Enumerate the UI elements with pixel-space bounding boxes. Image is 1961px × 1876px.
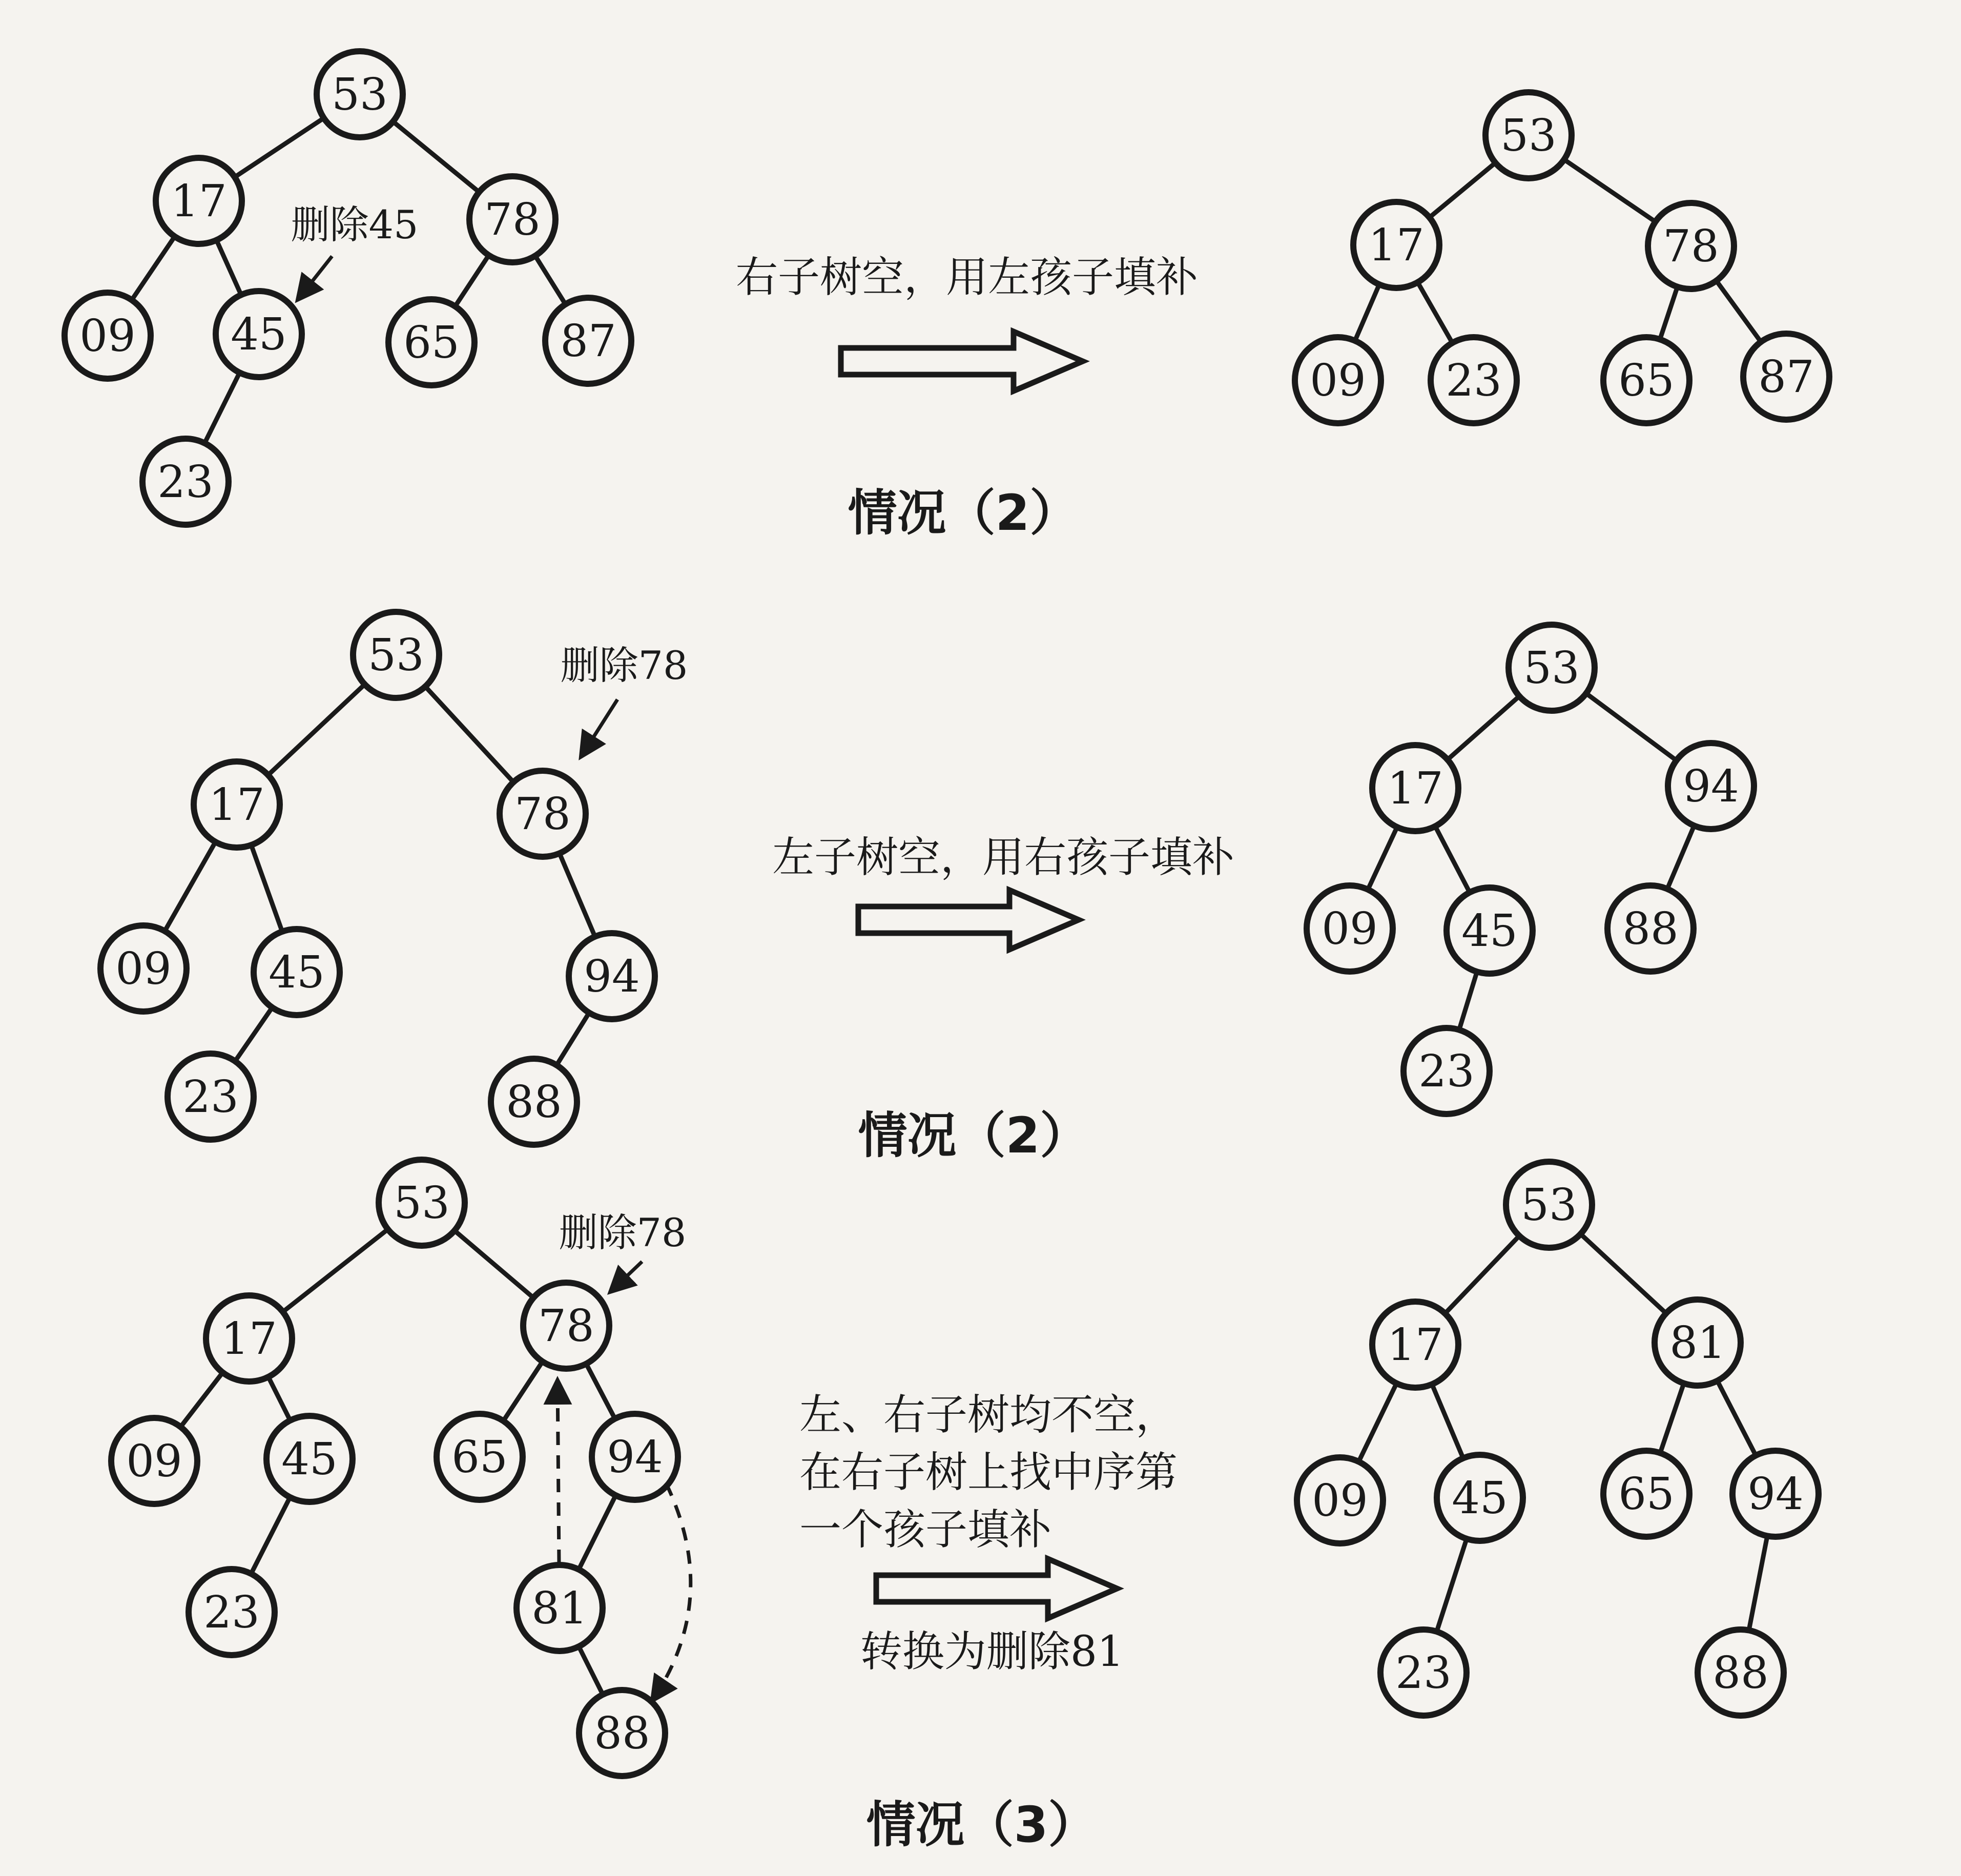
- node-value: 23: [1446, 355, 1502, 406]
- node-value: 53: [332, 69, 388, 120]
- node-value: 53: [1500, 110, 1557, 161]
- tree-node-45: [1437, 1455, 1523, 1541]
- explain-text-line: 右子树空，用左孩子填补: [735, 253, 1199, 302]
- tree-node-53: [317, 51, 403, 137]
- node-value: 88: [1622, 903, 1679, 955]
- node-value: 78: [538, 1301, 594, 1352]
- node-value: 17: [1387, 763, 1443, 814]
- node-value: 09: [1322, 903, 1378, 955]
- node-value: 65: [403, 317, 460, 368]
- tree-node-88: [1607, 885, 1694, 972]
- node-value: 94: [607, 1432, 663, 1483]
- node-value: 78: [484, 194, 541, 245]
- tree-node-09: [100, 925, 187, 1012]
- node-value: 94: [1683, 761, 1739, 812]
- node-value: 81: [1669, 1317, 1726, 1369]
- tree-node-78: [500, 771, 586, 857]
- node-value: 94: [584, 951, 640, 1002]
- node-value: 17: [171, 176, 227, 227]
- node-value: 17: [221, 1313, 277, 1365]
- node-value: 81: [531, 1583, 588, 1634]
- tree-node-09: [1295, 337, 1381, 423]
- tree-node-17: [194, 761, 280, 848]
- tree-node-87: [545, 298, 631, 384]
- node-value: 17: [1368, 220, 1425, 271]
- tree-node-81: [517, 1565, 603, 1651]
- tree-node-23: [1380, 1630, 1467, 1716]
- tree-node-88: [579, 1690, 665, 1776]
- node-value: 65: [1618, 1469, 1675, 1520]
- delete-annotation-label: 删除78: [559, 1210, 687, 1255]
- node-value: 17: [1387, 1320, 1443, 1371]
- node-value: 45: [1461, 905, 1518, 957]
- node-value: 88: [1712, 1647, 1769, 1699]
- node-value: 09: [115, 943, 172, 995]
- explain-text-line: 在右子树上找中序第: [799, 1448, 1178, 1497]
- node-value: 88: [506, 1077, 562, 1128]
- tree-node-81: [1655, 1300, 1741, 1386]
- node-value: 45: [1452, 1473, 1508, 1524]
- node-value: 53: [1521, 1180, 1577, 1231]
- node-value: 88: [594, 1708, 650, 1759]
- tree-node-65: [1603, 337, 1689, 423]
- tree-node-17: [1353, 202, 1439, 288]
- tree-node-17: [1372, 1302, 1458, 1388]
- tree-node-23: [1403, 1028, 1490, 1114]
- node-value: 45: [281, 1434, 338, 1485]
- tree-node-17: [1372, 745, 1458, 831]
- tree-node-78: [1648, 203, 1734, 289]
- node-value: 23: [157, 457, 214, 508]
- tree-node-94: [1732, 1451, 1819, 1537]
- tree-node-45: [266, 1416, 353, 1502]
- tree-node-09: [1307, 885, 1393, 972]
- node-value: 78: [514, 789, 571, 840]
- tree-node-09: [111, 1418, 197, 1504]
- node-value: 23: [182, 1071, 239, 1123]
- case-caption: 情况（2）: [848, 484, 1079, 542]
- tree-node-45: [216, 291, 302, 377]
- tree-node-65: [437, 1414, 523, 1500]
- node-value: 23: [1395, 1647, 1452, 1699]
- tree-node-87: [1743, 334, 1829, 420]
- node-value: 78: [1663, 221, 1719, 272]
- node-value: 87: [1758, 352, 1814, 403]
- explain-text-line: 一个孩子填补: [799, 1506, 1052, 1554]
- node-value: 65: [451, 1432, 508, 1483]
- delete-annotation-label: 删除78: [560, 643, 688, 688]
- tree-node-45: [1447, 888, 1533, 974]
- node-value: 09: [1310, 355, 1366, 406]
- node-value: 23: [203, 1587, 260, 1638]
- tree-node-65: [1603, 1451, 1689, 1537]
- explain-text-line: 左、右子树均不空，: [799, 1391, 1178, 1439]
- node-value: 09: [79, 311, 136, 362]
- node-value: 53: [368, 630, 424, 681]
- explain-text-line: 左子树空，用右孩子填补: [772, 833, 1235, 882]
- tree-node-23: [189, 1569, 275, 1655]
- tree-node-17: [206, 1295, 292, 1382]
- node-value: 45: [269, 947, 325, 998]
- tree-node-53: [353, 612, 439, 698]
- tree-node-23: [142, 439, 229, 525]
- tree-node-78: [523, 1283, 609, 1369]
- tree-node-53: [1485, 92, 1572, 178]
- tree-node-09: [1297, 1457, 1383, 1543]
- tree-node-88: [491, 1059, 577, 1145]
- node-value: 65: [1618, 355, 1675, 406]
- node-value: 53: [394, 1178, 450, 1229]
- case-caption: 情况（2）: [858, 1107, 1089, 1164]
- tree-node-88: [1698, 1630, 1784, 1716]
- tree-node-23: [168, 1054, 254, 1140]
- tree-node-09: [65, 293, 151, 379]
- case-caption: 情况（3）: [866, 1796, 1098, 1853]
- node-value: 09: [126, 1436, 182, 1487]
- delete-annotation-label: 删除45: [291, 202, 419, 248]
- tree-node-45: [254, 929, 340, 1015]
- node-value: 45: [231, 309, 287, 360]
- node-value: 94: [1747, 1469, 1804, 1520]
- tree-node-78: [469, 176, 555, 262]
- tree-node-94: [1668, 743, 1754, 829]
- tree-node-94: [592, 1414, 678, 1500]
- node-value: 09: [1312, 1475, 1368, 1527]
- tree-node-94: [569, 933, 655, 1019]
- tree-node-65: [388, 299, 474, 385]
- node-value: 23: [1418, 1046, 1475, 1097]
- node-value: 17: [209, 779, 265, 831]
- tree-node-53: [1506, 1162, 1592, 1248]
- node-value: 87: [560, 316, 616, 367]
- tree-node-23: [1431, 337, 1517, 423]
- tree-node-53: [379, 1160, 465, 1246]
- tree-node-17: [156, 158, 242, 244]
- transform-sub-label: 转换为删除81: [860, 1627, 1124, 1676]
- node-value: 53: [1523, 643, 1580, 694]
- tree-node-53: [1509, 625, 1595, 711]
